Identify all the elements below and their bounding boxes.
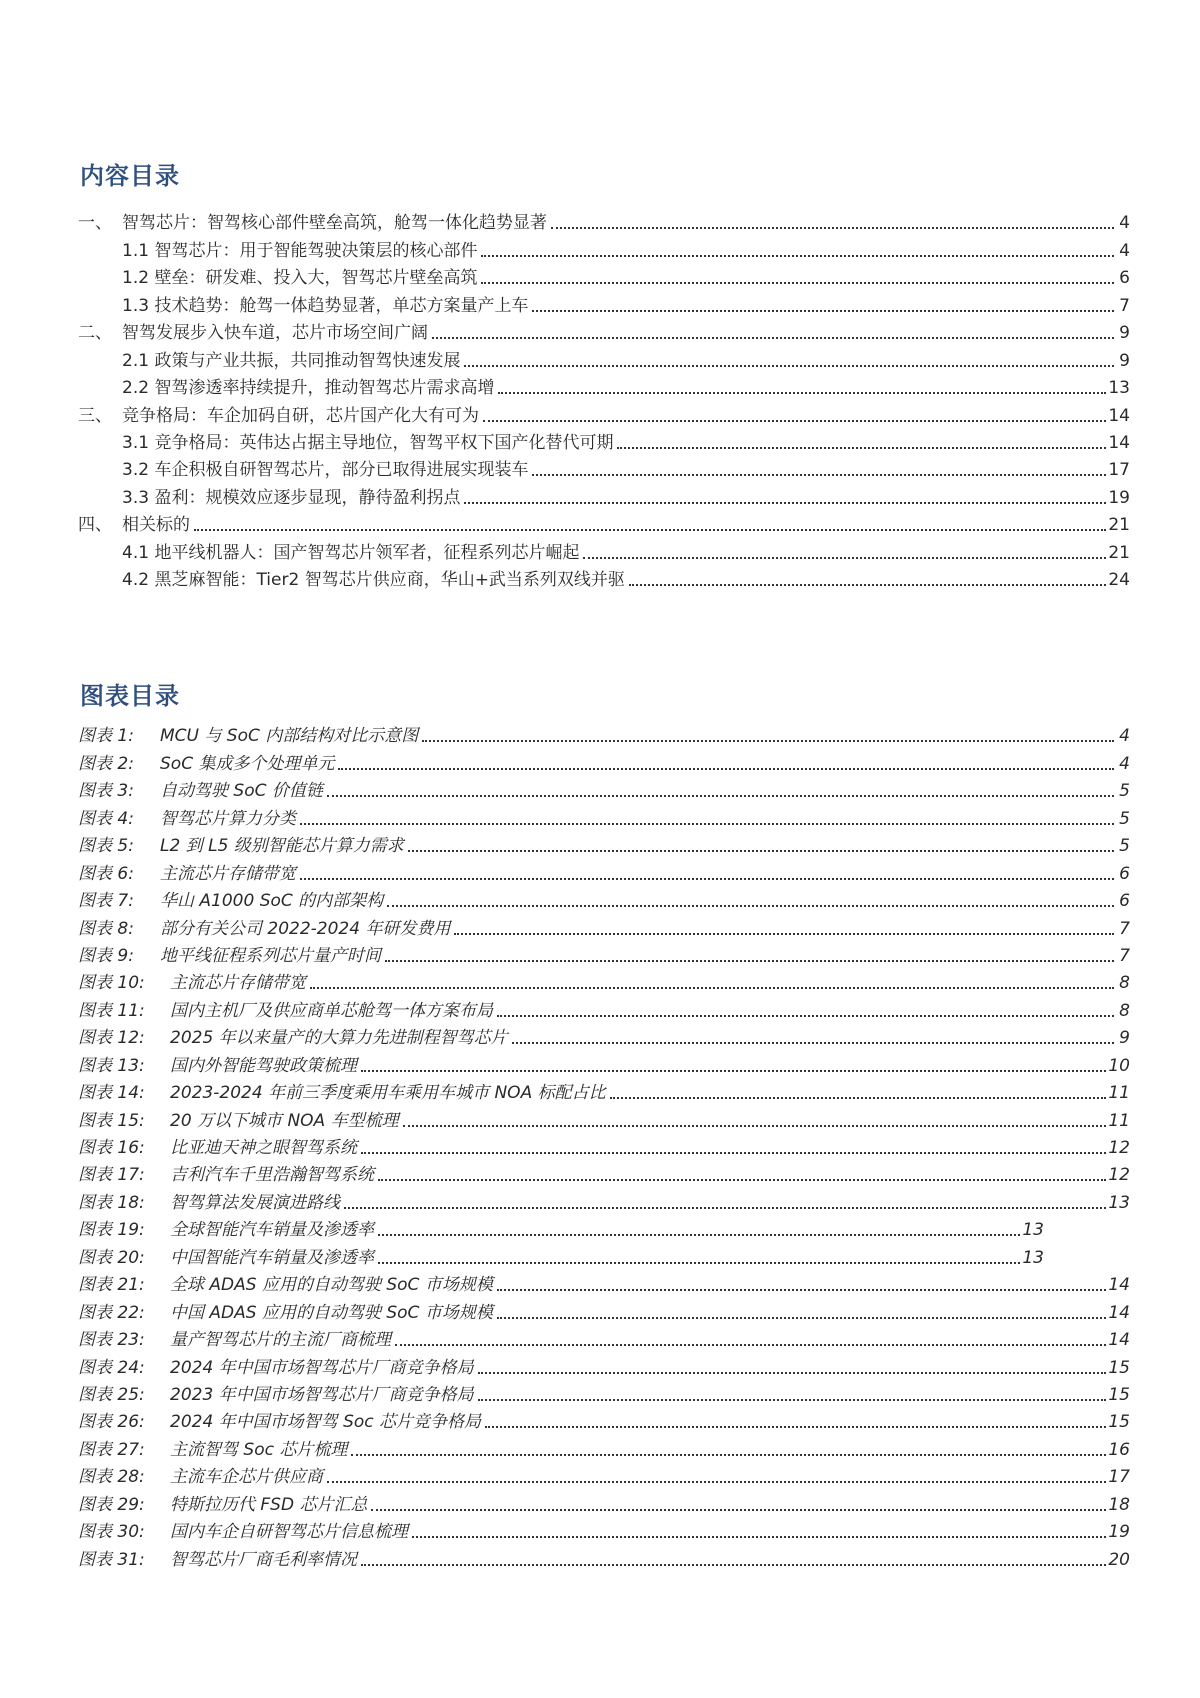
toc-entry[interactable]	[78, 207, 1130, 234]
figure-entry-title: 国内外智能驾驶政策梳理	[170, 1055, 357, 1076]
figure-entry-page: 6	[1119, 891, 1130, 912]
toc-entry-title: 2.2 智驾渗透率持续提升，推动智驾芯片需求高增	[122, 378, 495, 399]
dot-leader	[617, 447, 1106, 449]
toc-entry[interactable]	[78, 564, 1130, 591]
figure-entry[interactable]	[78, 967, 1130, 994]
figure-entry-title: 智驾芯片厂商毛利率情况	[170, 1549, 357, 1570]
figure-entry-page: 5	[1119, 781, 1130, 802]
dot-leader	[395, 1344, 1106, 1346]
figure-entry-label: 图表 3:	[78, 781, 134, 802]
toc-entry-title: 3.2 车企积极自研智驾芯片，部分已取得进展实现装车	[122, 460, 529, 481]
figure-entry-page: 10	[1108, 1055, 1130, 1076]
figure-entry-label: 图表 19:	[78, 1220, 145, 1241]
dot-leader	[327, 1481, 1106, 1483]
dot-leader	[385, 960, 1114, 962]
dot-leader	[512, 1042, 1114, 1044]
toc-entry-page: 24	[1108, 570, 1130, 591]
figure-entry-title: 2025 年以来量产的大算力先进制程智驾芯片	[170, 1028, 508, 1049]
figure-entry[interactable]	[78, 802, 1130, 829]
figure-entry-page: 14	[1108, 1302, 1130, 1323]
figure-entry-title: 全球智能汽车销量及渗透率	[170, 1220, 374, 1241]
figure-entry-title: 主流芯片存储带宽	[160, 863, 296, 884]
figure-entry[interactable]	[78, 1241, 1044, 1268]
toc-entry[interactable]	[78, 289, 1130, 316]
figure-entry-title: 中国 ADAS 应用的自动驾驶 SoC 市场规模	[170, 1302, 493, 1323]
dot-leader	[412, 1536, 1106, 1538]
figure-entry[interactable]	[78, 994, 1130, 1021]
figure-entry-title: 主流智驾 Soc 芯片梳理	[170, 1439, 348, 1460]
toc-entry-number: 三、	[78, 405, 112, 426]
figure-entry[interactable]	[78, 1324, 1130, 1351]
dot-leader	[194, 529, 1106, 531]
figure-entry-label: 图表 28:	[78, 1467, 145, 1488]
toc-entry-title: 1.2 壁垒：研发难、投入大，智驾芯片壁垒高筑	[122, 268, 478, 289]
figure-entry-label: 图表 29:	[78, 1494, 145, 1515]
dot-leader	[310, 987, 1114, 989]
figure-entry[interactable]	[78, 1214, 1044, 1241]
figure-entry-title: 中国智能汽车销量及渗透率	[170, 1247, 374, 1268]
figure-entry-label: 图表 23:	[78, 1330, 145, 1351]
figure-entry-page: 16	[1108, 1439, 1130, 1460]
figure-entry[interactable]	[78, 1543, 1130, 1570]
dot-leader	[361, 1564, 1106, 1566]
toc-entry-page: 4	[1119, 240, 1130, 261]
dot-leader	[351, 1454, 1106, 1456]
figure-entry[interactable]	[78, 1132, 1130, 1159]
figure-entry-page: 19	[1108, 1522, 1130, 1543]
figure-entry-title: 主流车企芯片供应商	[170, 1467, 323, 1488]
figure-entry[interactable]	[78, 1049, 1130, 1076]
dot-leader	[478, 1399, 1107, 1401]
figure-entry-label: 图表 2:	[78, 753, 134, 774]
toc-entry[interactable]	[78, 344, 1130, 371]
figure-entry-page: 13	[1022, 1220, 1044, 1241]
toc-entry-title: 4.2 黑芝麻智能：Tier2 智驾芯片供应商，华山+武当系列双线并驱	[122, 570, 625, 591]
dot-leader	[378, 1234, 1020, 1236]
figure-entry[interactable]	[78, 720, 1130, 747]
dot-leader	[378, 1179, 1106, 1181]
dot-leader	[481, 282, 1114, 284]
figure-entry-title: 特斯拉历代 FSD 芯片汇总	[170, 1494, 368, 1515]
dot-leader	[338, 768, 1114, 770]
dot-leader	[361, 1152, 1106, 1154]
figures-list	[78, 720, 1130, 1571]
dot-leader	[497, 1317, 1107, 1319]
figure-entry-title: SoC 集成多个处理单元	[160, 753, 335, 774]
figure-entry-title: 比亚迪天神之眼智驾系统	[170, 1138, 357, 1158]
toc-entry-page: 19	[1108, 487, 1130, 508]
figure-entry-label: 图表 26:	[78, 1412, 145, 1433]
figure-entry-title: 全球 ADAS 应用的自动驾驶 SoC 市场规模	[170, 1275, 493, 1296]
toc-entry-title: 相关标的	[122, 515, 190, 536]
toc-entry-title: 4.1 地平线机器人：国产智驾芯片领军者，征程系列芯片崛起	[122, 542, 580, 563]
figure-entry-label: 图表 12:	[78, 1028, 145, 1049]
figure-entry-label: 图表 1:	[78, 726, 134, 747]
dot-leader	[403, 1125, 1107, 1127]
dot-leader	[551, 227, 1114, 229]
figure-entry-page: 12	[1108, 1165, 1130, 1186]
toc-entry-number: 二、	[78, 323, 112, 344]
figure-entry-label: 图表 6:	[78, 863, 134, 884]
dot-leader	[497, 1015, 1114, 1017]
figure-entry-page: 9	[1119, 1028, 1130, 1049]
figure-entry-title: 华山 A1000 SoC 的内部架构	[160, 891, 384, 912]
figure-entry-page: 8	[1119, 973, 1130, 994]
dot-leader	[485, 1426, 1106, 1428]
toc-entry[interactable]	[78, 481, 1130, 508]
figure-entry-page: 11	[1108, 1083, 1130, 1104]
figure-entry-label: 图表 13:	[78, 1055, 145, 1076]
toc-entry-page: 4	[1119, 213, 1130, 234]
figure-entry-label: 图表 14:	[78, 1083, 145, 1104]
toc-entry[interactable]	[78, 454, 1130, 481]
figure-entry[interactable]	[78, 1186, 1130, 1213]
figure-entry-title: 部分有关公司 2022-2024 年研发费用	[160, 918, 451, 939]
figure-entry-label: 图表 16:	[78, 1138, 145, 1158]
figure-entry[interactable]	[78, 940, 1130, 967]
figure-entry-page: 11	[1108, 1110, 1130, 1131]
dot-leader	[378, 1262, 1020, 1264]
figure-entry[interactable]	[78, 1159, 1130, 1186]
toc-entry[interactable]	[78, 262, 1130, 289]
figure-entry-title: 智驾芯片算力分类	[160, 808, 296, 829]
toc-entry[interactable]	[78, 372, 1130, 399]
dot-leader	[610, 1097, 1107, 1099]
figure-entry-label: 图表 15:	[78, 1110, 145, 1131]
figure-entry-title: 2024 年中国市场智驾芯片厂商竞争格局	[170, 1357, 474, 1378]
figure-entry-page: 15	[1108, 1357, 1130, 1378]
figure-entry-title: 智驾算法发展演进路线	[170, 1192, 340, 1213]
figure-entry-label: 图表 8:	[78, 918, 134, 939]
figure-entry-label: 图表 20:	[78, 1247, 145, 1268]
figures-title: 图表目录	[80, 682, 180, 710]
figure-entry-label: 图表 11:	[78, 1000, 145, 1021]
dot-leader	[464, 502, 1106, 504]
dot-leader	[532, 474, 1106, 476]
figure-entry-title: L2 到 L5 级别智能芯片算力需求	[160, 836, 404, 857]
figure-entry-page: 8	[1119, 1000, 1130, 1021]
figure-entry-page: 13	[1022, 1247, 1044, 1268]
figure-entry[interactable]	[78, 747, 1130, 774]
figure-entry-label: 图表 9:	[78, 945, 134, 966]
figure-entry-label: 图表 30:	[78, 1522, 145, 1543]
figure-entry-title: 吉利汽车千里浩瀚智驾系统	[170, 1165, 374, 1186]
toc-title: 内容目录	[80, 162, 180, 190]
toc-entry-number: 四、	[78, 515, 112, 536]
figure-entry-label: 图表 18:	[78, 1192, 145, 1213]
figure-entry[interactable]	[78, 775, 1130, 802]
toc-entry-title: 1.1 智驾芯片：用于智能驾驶决策层的核心部件	[122, 240, 478, 261]
figure-entry-label: 图表 4:	[78, 808, 134, 829]
figure-entry[interactable]	[78, 885, 1130, 912]
dot-leader	[344, 1207, 1106, 1209]
toc-entry[interactable]	[78, 509, 1130, 536]
toc-entry-page: 9	[1119, 323, 1130, 344]
dot-leader	[300, 878, 1114, 880]
figure-entry-title: 2023-2024 年前三季度乘用车乘用车城市 NOA 标配占比	[170, 1083, 606, 1104]
dot-leader	[327, 795, 1114, 797]
dot-leader	[300, 823, 1114, 825]
toc-entry-page: 21	[1108, 515, 1130, 536]
toc-entry-title: 1.3 技术趋势：舱驾一体趋势显著，单芯方案量产上车	[122, 295, 529, 316]
dot-leader	[497, 1289, 1107, 1291]
figure-entry-label: 图表 27:	[78, 1439, 145, 1460]
figure-entry[interactable]	[78, 1269, 1130, 1296]
dot-leader	[361, 1070, 1106, 1072]
figure-entry-label: 图表 31:	[78, 1549, 145, 1570]
figure-entry-title: 国内主机厂及供应商单芯舱驾一体方案布局	[170, 1000, 493, 1021]
figure-entry-label: 图表 24:	[78, 1357, 145, 1378]
figure-entry-page: 12	[1108, 1138, 1130, 1158]
figure-entry[interactable]	[78, 1433, 1130, 1460]
toc-entry-page: 9	[1119, 350, 1130, 371]
figure-entry-page: 15	[1108, 1412, 1130, 1433]
figure-entry-title: 2024 年中国市场智驾 Soc 芯片竞争格局	[170, 1412, 482, 1433]
toc-entry-title: 智驾发展步入快车道，芯片市场空间广阔	[122, 323, 428, 344]
dot-leader	[432, 337, 1114, 339]
toc-entry-title: 3.3 盈利：规模效应逐步显现，静待盈利拐点	[122, 487, 461, 508]
toc-entry-page: 13	[1108, 378, 1130, 399]
dot-leader	[387, 905, 1114, 907]
figure-entry[interactable]	[78, 857, 1130, 884]
dot-leader	[371, 1509, 1106, 1511]
figure-entry-title: 主流芯片存储带宽	[170, 973, 306, 994]
toc-entry-page: 7	[1119, 295, 1130, 316]
toc-entry-page: 17	[1108, 460, 1130, 481]
figure-entry-label: 图表 25:	[78, 1384, 145, 1405]
figure-entry[interactable]	[78, 1077, 1130, 1104]
figure-entry[interactable]	[78, 1488, 1130, 1515]
figure-entry-page: 14	[1108, 1330, 1130, 1351]
figure-entry-title: 量产智驾芯片的主流厂商梳理	[170, 1330, 391, 1351]
figure-entry-label: 图表 5:	[78, 836, 134, 857]
toc-entry[interactable]	[78, 234, 1130, 261]
figure-entry[interactable]	[78, 1406, 1130, 1433]
figure-entry-page: 7	[1119, 918, 1130, 939]
dot-leader	[629, 584, 1106, 586]
dot-leader	[483, 420, 1106, 422]
figure-entry-title: 20 万以下城市 NOA 车型梳理	[170, 1110, 399, 1131]
figure-entry-page: 6	[1119, 863, 1130, 884]
figure-entry-page: 7	[1119, 945, 1130, 966]
figure-entry-label: 图表 10:	[78, 973, 145, 994]
figure-entry[interactable]	[78, 1461, 1130, 1488]
dot-leader	[478, 1372, 1107, 1374]
dot-leader	[532, 310, 1114, 312]
dot-leader	[454, 933, 1114, 935]
dot-leader	[481, 255, 1114, 257]
dot-leader	[583, 557, 1106, 559]
toc-entry-title: 3.1 竞争格局：英伟达占据主导地位，智驾平权下国产化替代可期	[122, 432, 614, 453]
dot-leader	[498, 392, 1106, 394]
figure-entry[interactable]	[78, 1104, 1130, 1131]
figure-entry-page: 14	[1108, 1275, 1130, 1296]
figure-entry-title: MCU 与 SoC 内部结构对比示意图	[160, 726, 419, 747]
contents-list	[78, 207, 1130, 591]
figure-entry-page: 13	[1108, 1192, 1130, 1213]
figure-entry-title: 2023 年中国市场智驾芯片厂商竞争格局	[170, 1384, 474, 1405]
figure-entry-page: 15	[1108, 1384, 1130, 1405]
figure-entry-page: 5	[1119, 808, 1130, 829]
figure-entry[interactable]	[78, 1351, 1130, 1378]
figure-entry-title: 国内车企自研智驾芯片信息梳理	[170, 1522, 408, 1543]
dot-leader	[408, 850, 1114, 852]
figure-entry[interactable]	[78, 830, 1130, 857]
figure-entry-title: 地平线征程系列芯片量产时间	[160, 945, 381, 966]
toc-entry-title: 竞争格局：车企加码自研，芯片国产化大有可为	[122, 405, 479, 426]
toc-entry[interactable]	[78, 399, 1130, 426]
toc-entry-page: 21	[1108, 542, 1130, 563]
figure-entry-page: 4	[1119, 753, 1130, 774]
figure-entry[interactable]	[78, 1379, 1130, 1406]
figure-entry-label: 图表 7:	[78, 891, 134, 912]
figure-entry-label: 图表 22:	[78, 1302, 145, 1323]
figure-entry[interactable]	[78, 1022, 1130, 1049]
toc-entry-page: 14	[1108, 432, 1130, 453]
figure-entry[interactable]	[78, 1516, 1130, 1543]
toc-entry[interactable]	[78, 317, 1130, 344]
toc-entry-number: 一、	[78, 213, 112, 234]
toc-entry-title: 智驾芯片：智驾核心部件壁垒高筑，舱驾一体化趋势显著	[122, 213, 547, 234]
figure-entry[interactable]	[78, 1296, 1130, 1323]
dot-leader	[422, 740, 1114, 742]
figure-entry-page: 20	[1108, 1549, 1130, 1570]
toc-entry[interactable]	[78, 536, 1130, 563]
toc-entry[interactable]	[78, 427, 1130, 454]
toc-entry-page: 14	[1108, 405, 1130, 426]
figure-entry-label: 图表 17:	[78, 1165, 145, 1186]
figure-entry-page: 17	[1108, 1467, 1130, 1488]
figure-entry[interactable]	[78, 912, 1130, 939]
figure-entry-page: 5	[1119, 836, 1130, 857]
dot-leader	[464, 365, 1114, 367]
figure-entry-page: 18	[1108, 1494, 1130, 1515]
figure-entry-page: 4	[1119, 726, 1130, 747]
figure-entry-title: 自动驾驶 SoC 价值链	[160, 781, 323, 802]
toc-entry-title: 2.1 政策与产业共振，共同推动智驾快速发展	[122, 350, 461, 371]
figure-entry-label: 图表 21:	[78, 1275, 145, 1296]
toc-entry-page: 6	[1119, 268, 1130, 289]
